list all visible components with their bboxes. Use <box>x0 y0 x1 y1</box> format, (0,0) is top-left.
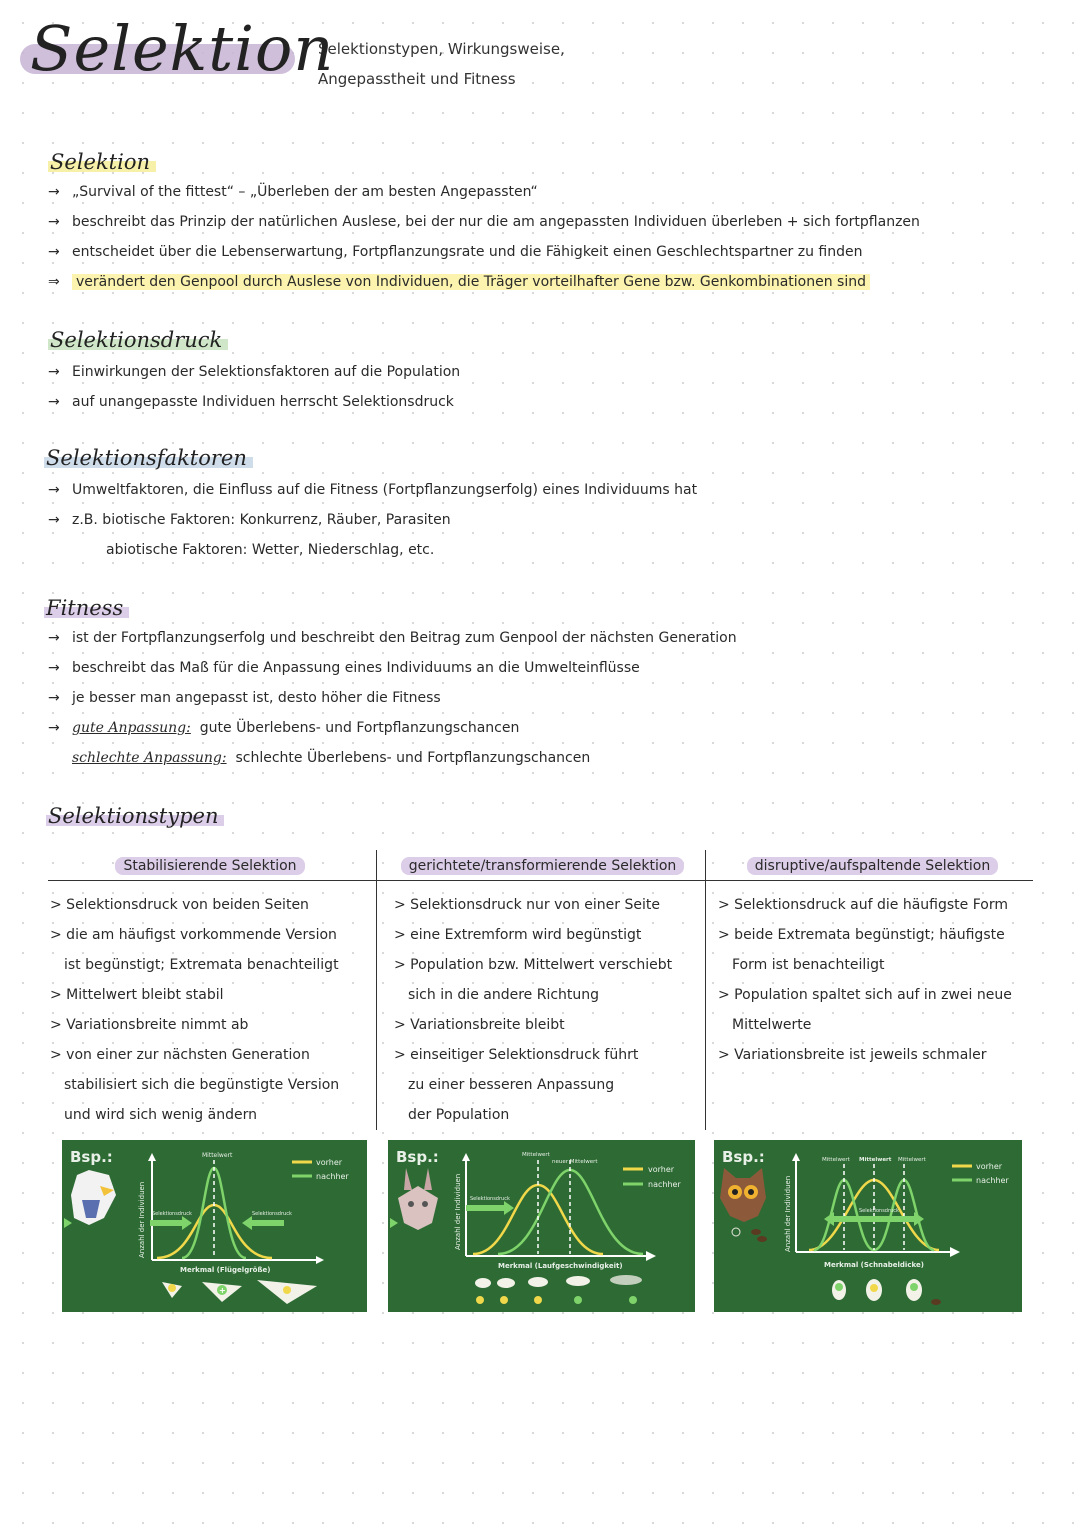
example-panel-disruptiv <box>714 1140 1022 1312</box>
arrow-icon: → <box>48 720 60 736</box>
y-axis-arrow-icon <box>148 1153 156 1161</box>
bullet: > Selektionsdruck auf die häufigste Form <box>718 897 1008 913</box>
bird-medium-icon <box>202 1282 242 1302</box>
example-panel-stabilisierend <box>62 1140 367 1312</box>
arrow-icon: → <box>48 482 60 498</box>
bsp-label: Bsp.: <box>70 1148 113 1166</box>
pressure-label: Selektionsdruck <box>859 1208 899 1214</box>
y-axis-label: Anzahl der Individuen <box>138 1181 146 1258</box>
fitness-line-3: → je besser man angepasst ist, desto höher die Fitness <box>48 690 441 706</box>
table-header-rule <box>48 880 1033 881</box>
subtitle <box>318 34 565 94</box>
bullet: stabilisiert sich die begünstigte Version <box>64 1077 340 1093</box>
rabbit-fast-icon <box>610 1275 642 1304</box>
arrow-icon: → <box>48 214 60 230</box>
mean-label: Mittelwert <box>859 1157 892 1163</box>
bullet: > Mittelwert bleibt stabil <box>50 987 224 1003</box>
seed-icon <box>732 1228 767 1242</box>
bullet: > Variationsbreite ist jeweils schmaler <box>718 1047 987 1063</box>
rabbit-icon-3 <box>528 1277 548 1304</box>
bullet: > beide Extremata begünstigt; häufigste <box>718 927 1005 943</box>
page-title: Selektion <box>30 12 335 85</box>
bullet: > die am häufigst vorkommende Version <box>50 927 337 943</box>
pressure-arrow-right-icon <box>242 1216 284 1230</box>
bullet: der Population <box>408 1107 510 1123</box>
col-title-disruptiv: disruptive/aufspaltende Selektion <box>720 858 1025 874</box>
faktoren-line-2: → z.B. biotische Faktoren: Konkurrenz, Räuber, Parasiten <box>48 512 451 528</box>
pressure-label-left: Selektionsdruck <box>152 1211 192 1217</box>
rabbit-icon-4 <box>566 1276 590 1304</box>
section-selektion <box>48 150 156 174</box>
selektion-line-1: → „Survival of the fittest“ – „Überleben der am besten Angepassten“ <box>48 184 538 200</box>
x-axis-label: Merkmal (Schnabeldicke) <box>824 1261 924 1269</box>
diagram-disruptiv <box>714 1140 1022 1312</box>
mean-new-label: neuer Mittelwert <box>552 1159 598 1165</box>
double-arrow-icon: ⇒ <box>48 274 60 290</box>
legend-before: vorher <box>316 1158 343 1167</box>
arrow-icon: → <box>48 690 60 706</box>
bullet: und wird sich wenig ändern <box>64 1107 257 1123</box>
section-typen <box>46 804 224 828</box>
fitness-line-5: schlechte Anpassung: schlechte Überlebens- und Fortpflanzungschancen <box>72 750 591 766</box>
pressure-label: Selektionsdruck <box>470 1196 510 1202</box>
bullet: > Variationsbreite nimmt ab <box>50 1017 249 1033</box>
arrow-icon: → <box>48 512 60 528</box>
y-axis-arrow-icon <box>792 1153 800 1161</box>
druck-line-1: → Einwirkungen der Selektionsfaktoren auf die Population <box>48 364 461 380</box>
bullet: > Selektionsdruck nur von einer Seite <box>394 897 660 913</box>
col-title-gerichtet: gerichtete/transformierende Selektion <box>385 858 700 874</box>
arrow-icon: → <box>48 244 60 260</box>
col-title-stabilisierend: Stabilisierende Selektion <box>60 858 360 874</box>
arrow-icon: → <box>48 394 60 410</box>
x-axis-arrow-icon <box>646 1251 656 1261</box>
selektion-line-2: → beschreibt das Prinzip der natürlichen Auslese, bei der nur die am angepassten Individuen überleben + sich fortpflanzen <box>48 214 920 230</box>
column-divider-1 <box>376 850 377 1130</box>
mean-left-label: Mittelwert <box>822 1157 850 1163</box>
fitness-line-4: → gute Anpassung: gute Überlebens- und Fortpflanzungschancen <box>48 720 520 736</box>
eagle-icon <box>71 1170 116 1225</box>
col-bullets-stabilisierend <box>50 890 375 1130</box>
legend-before: vorher <box>648 1165 675 1174</box>
arrow-icon: → <box>48 660 60 676</box>
bullet: Mittelwerte <box>732 1017 812 1033</box>
selektion-line-4: ⇒ verändert den Genpool durch Auslese von Individuen, die Träger vorteilhafter Gene bzw. Genkombinationen sind <box>48 274 870 290</box>
rabbit-slow-icon <box>475 1278 491 1304</box>
section-fitness <box>44 596 129 620</box>
column-divider-2 <box>705 850 706 1130</box>
bird-large-icon <box>257 1280 317 1304</box>
bsp-label: Bsp.: <box>396 1148 439 1166</box>
legend-after: nachher <box>976 1176 1009 1185</box>
y-axis-label: Anzahl der Individuen <box>784 1175 792 1252</box>
legend-after: nachher <box>648 1180 681 1189</box>
mean-right-label: Mittelwert <box>898 1157 926 1163</box>
subtitle-line-2: Angepasstheit und Fitness <box>318 70 516 88</box>
example-panel-gerichtet <box>388 1140 695 1312</box>
heading-fitness: Fitness <box>44 596 129 620</box>
rabbit-icon-2 <box>497 1278 515 1304</box>
bullet: > Population spaltet sich auf in zwei neue <box>718 987 1012 1003</box>
legend-before: vorher <box>976 1162 1003 1171</box>
bullet: > Selektionsdruck von beiden Seiten <box>50 897 309 913</box>
owl-icon <box>720 1168 766 1222</box>
section-faktoren <box>44 446 253 470</box>
y-axis-arrow-icon <box>462 1153 470 1161</box>
pressure-arrow-icon <box>466 1201 514 1215</box>
druck-line-2: → auf unangepasste Individuen herrscht Selektionsdruck <box>48 394 454 410</box>
bullet: > von einer zur nächsten Generation <box>50 1047 310 1063</box>
arrow-icon: → <box>48 184 60 200</box>
bsp-label: Bsp.: <box>722 1148 765 1166</box>
faktoren-line-1: → Umweltfaktoren, die Einfluss auf die Fitness (Fortpflanzungserfolg) eines Individuums hat <box>48 482 698 498</box>
bullet: > Population bzw. Mittelwert verschiebt <box>394 957 673 973</box>
pressure-label-right: Selektionsdruck <box>252 1211 292 1217</box>
heading-selektion: Selektion <box>48 150 156 174</box>
bullet: > Variationsbreite bleibt <box>394 1017 565 1033</box>
x-axis-arrow-icon <box>316 1256 324 1264</box>
bird-small-icon <box>162 1282 182 1298</box>
fitness-line-1: → ist der Fortpflanzungserfolg und beschreibt den Beitrag zum Genpool der nächsten Generation <box>48 630 737 646</box>
nut-icon <box>931 1299 941 1305</box>
col-bullets-gerichtet <box>394 890 704 1130</box>
bullet: ist begünstigt; Extremata benachteiligt <box>64 957 339 973</box>
fitness-line-2: → beschreibt das Maß für die Anpassung eines Individuums an die Umwelteinflüsse <box>48 660 640 676</box>
arrow-icon: → <box>48 364 60 380</box>
owl-medium-icon <box>866 1279 882 1301</box>
bullet: sich in die andere Richtung <box>408 987 600 1003</box>
subtitle-line-1: Selektionstypen, Wirkungsweise, <box>318 40 565 58</box>
col-bullets-disruptiv <box>718 890 1063 1070</box>
x-axis-arrow-icon <box>950 1247 960 1257</box>
heading-selektionsfaktoren: Selektionsfaktoren <box>44 446 253 470</box>
legend-after: nachher <box>316 1172 349 1181</box>
panel-marker-icon <box>390 1218 398 1228</box>
faktoren-line-3: abiotische Faktoren: Wetter, Niederschlag, etc. <box>106 542 435 558</box>
bullet: > eine Extremform wird begünstigt <box>394 927 642 943</box>
y-axis-label: Anzahl der Individuen <box>454 1173 462 1250</box>
selektion-line-3: → entscheidet über die Lebenserwartung, Fortpflanzungsrate und die Fähigkeit einen Geschlechtspartner zu finden <box>48 244 863 260</box>
section-druck <box>48 328 228 352</box>
bullet: > einseitiger Selektionsdruck führt <box>394 1047 639 1063</box>
x-axis-label: Merkmal (Flügelgröße) <box>180 1266 271 1274</box>
bullet: Form ist benachteiligt <box>732 957 885 973</box>
owl-small-icon <box>832 1280 846 1300</box>
rabbit-icon <box>398 1168 438 1230</box>
mean-label: Mittelwert <box>202 1152 233 1159</box>
x-axis-label: Merkmal (Laufgeschwindigkeit) <box>498 1262 623 1270</box>
pressure-arrow-left-icon <box>150 1216 192 1230</box>
panel-marker-icon <box>64 1218 72 1228</box>
heading-selektionstypen: Selektionstypen <box>46 804 224 828</box>
arrow-icon: → <box>48 630 60 646</box>
diagram-stabilisierend <box>62 1140 367 1312</box>
mean-label: Mittelwert <box>522 1152 550 1158</box>
heading-selektionsdruck: Selektionsdruck <box>48 328 228 352</box>
owl-large-icon <box>906 1279 922 1301</box>
bullet: zu einer besseren Anpassung <box>408 1077 615 1093</box>
svg-text:+: + <box>219 1286 226 1295</box>
diagram-gerichtet <box>388 1140 695 1312</box>
